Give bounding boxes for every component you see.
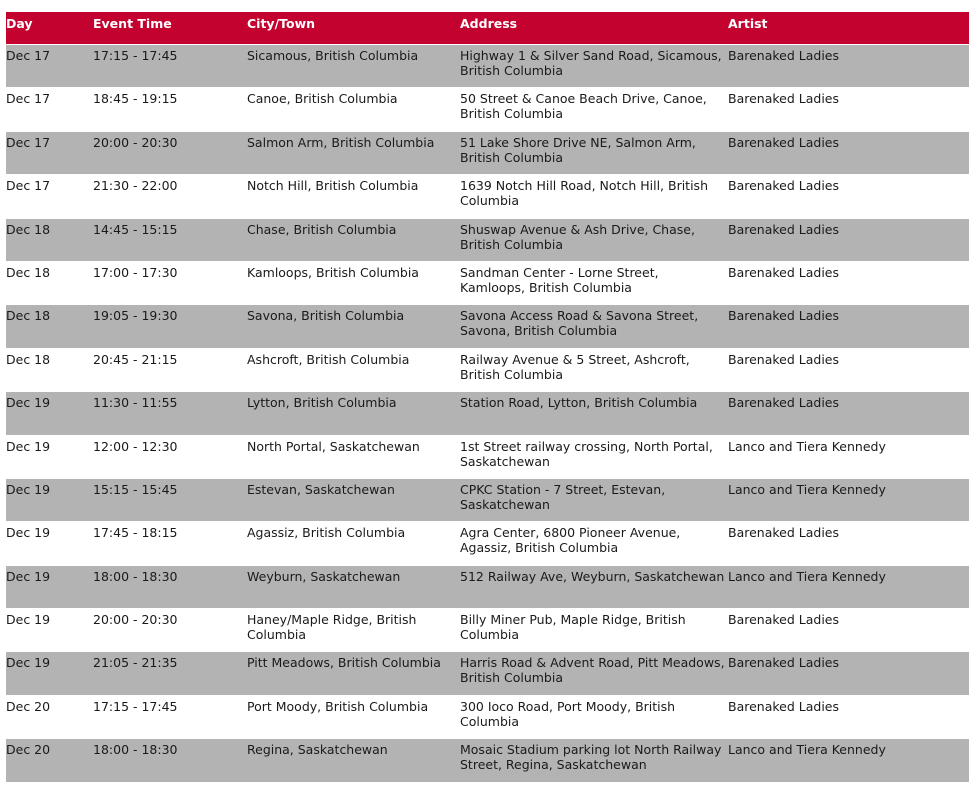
cell-address: Railway Avenue & 5 Street, Ashcroft, British Columbia — [460, 351, 690, 382]
cell-day: Dec 17 — [6, 178, 51, 194]
cell-day: Dec 19 — [6, 525, 51, 541]
cell-city-town: Pitt Meadows, British Columbia — [247, 655, 441, 671]
table-row — [6, 392, 969, 435]
cell-artist: Barenaked Ladies — [728, 655, 839, 671]
cell-artist: Barenaked Ladies — [728, 91, 839, 107]
cell-artist: Barenaked Ladies — [728, 178, 839, 194]
cell-address: Mosaic Stadium parking lot North Railway Street, Regina, Saskatchewan — [460, 742, 722, 773]
cell-event-time: 21:30 - 22:00 — [93, 178, 178, 194]
cell-day: Dec 18 — [6, 221, 51, 237]
cell-event-time: 15:15 - 15:45 — [93, 481, 178, 497]
cell-city-town: Chase, British Columbia — [247, 221, 397, 237]
table-row — [6, 175, 969, 218]
cell-day: Dec 19 — [6, 568, 51, 584]
cell-city-town: Sicamous, British Columbia — [247, 48, 419, 63]
column-header-day: Day — [6, 16, 33, 31]
table-row — [6, 522, 969, 565]
cell-artist: Barenaked Ladies — [728, 221, 839, 237]
cell-address: Shuswap Avenue & Ash Drive, Chase, British Columbia — [460, 221, 695, 252]
cell-day: Dec 18 — [6, 308, 51, 324]
cell-address: Billy Miner Pub, Maple Ridge, British Columbia — [460, 612, 686, 643]
cell-artist: Lanco and Tiera Kennedy — [728, 438, 886, 454]
cell-city-town: Notch Hill, British Columbia — [247, 178, 419, 194]
cell-city-town: Port Moody, British Columbia — [247, 698, 429, 714]
cell-artist: Lanco and Tiera Kennedy — [728, 742, 886, 758]
cell-event-time: 20:45 - 21:15 — [93, 351, 178, 367]
event-schedule-table — [6, 12, 969, 783]
table-row — [6, 88, 969, 131]
cell-artist: Barenaked Ladies — [728, 48, 839, 63]
table-row — [6, 652, 969, 695]
table-row — [6, 45, 969, 88]
cell-city-town: Savona, British Columbia — [247, 308, 405, 324]
column-header-event-time: Event Time — [93, 16, 172, 31]
cell-artist: Barenaked Ladies — [728, 612, 839, 628]
cell-city-town: Kamloops, British Columbia — [247, 264, 419, 280]
cell-event-time: 19:05 - 19:30 — [93, 308, 178, 324]
cell-day: Dec 18 — [6, 264, 51, 280]
cell-artist: Lanco and Tiera Kennedy — [728, 568, 886, 584]
cell-event-time: 18:00 - 18:30 — [93, 568, 178, 584]
cell-event-time: 12:00 - 12:30 — [93, 438, 178, 454]
cell-day: Dec 19 — [6, 481, 51, 497]
table-row — [6, 305, 969, 348]
cell-address: 50 Street & Canoe Beach Drive, Canoe, British Columbia — [460, 91, 707, 122]
cell-address: Harris Road & Advent Road, Pitt Meadows, British Columbia — [460, 655, 725, 686]
table-row — [6, 696, 969, 739]
cell-artist: Barenaked Ladies — [728, 264, 839, 280]
cell-address: 1639 Notch Hill Road, Notch Hill, British Columbia — [460, 178, 708, 209]
cell-city-town: Haney/Maple Ridge, British Columbia — [247, 612, 417, 643]
cell-day: Dec 19 — [6, 438, 51, 454]
cell-city-town: Estevan, Saskatchewan — [247, 481, 395, 497]
column-header-address: Address — [460, 16, 518, 31]
table-body — [6, 45, 969, 783]
cell-day: Dec 19 — [6, 395, 51, 411]
cell-day: Dec 17 — [6, 48, 51, 63]
cell-event-time: 14:45 - 15:15 — [93, 221, 178, 237]
table-row — [6, 219, 969, 262]
cell-artist: Barenaked Ladies — [728, 698, 839, 714]
column-header-artist: Artist — [728, 16, 768, 31]
table-row — [6, 436, 969, 479]
cell-event-time: 11:30 - 11:55 — [93, 395, 178, 411]
cell-address: Agra Center, 6800 Pioneer Avenue, Agassiz, British Columbia — [460, 525, 681, 556]
cell-address: 300 Ioco Road, Port Moody, British Columbia — [460, 698, 676, 729]
cell-address: Sandman Center - Lorne Street, Kamloops, British Columbia — [460, 264, 659, 295]
cell-artist: Lanco and Tiera Kennedy — [728, 481, 886, 497]
cell-event-time: 20:00 - 20:30 — [93, 612, 178, 628]
cell-address: Station Road, Lytton, British Columbia — [460, 395, 698, 411]
cell-event-time: 18:00 - 18:30 — [93, 742, 178, 758]
cell-day: Dec 18 — [6, 351, 51, 367]
cell-day: Dec 20 — [6, 698, 51, 714]
cell-event-time: 17:00 - 17:30 — [93, 264, 178, 280]
table-row — [6, 739, 969, 782]
cell-day: Dec 20 — [6, 742, 51, 758]
cell-city-town: Weyburn, Saskatchewan — [247, 568, 401, 584]
table-row — [6, 479, 969, 522]
cell-city-town: North Portal, Saskatchewan — [247, 438, 420, 454]
cell-event-time: 17:15 - 17:45 — [93, 698, 178, 714]
cell-address: Highway 1 & Silver Sand Road, Sicamous, British Columbia — [460, 48, 722, 78]
table-row — [6, 132, 969, 175]
table-header-row — [6, 12, 969, 45]
cell-artist: Barenaked Ladies — [728, 134, 839, 150]
cell-artist: Barenaked Ladies — [728, 525, 839, 541]
cell-address: 1st Street railway crossing, North Portal, Saskatchewan — [460, 438, 713, 469]
cell-day: Dec 19 — [6, 612, 51, 628]
cell-event-time: 20:00 - 20:30 — [93, 134, 178, 150]
cell-city-town: Regina, Saskatchewan — [247, 742, 388, 758]
cell-day: Dec 17 — [6, 91, 51, 107]
cell-city-town: Agassiz, British Columbia — [247, 525, 406, 541]
cell-event-time: 21:05 - 21:35 — [93, 655, 178, 671]
cell-city-town: Salmon Arm, British Columbia — [247, 134, 435, 150]
cell-event-time: 17:15 - 17:45 — [93, 48, 178, 63]
table-row — [6, 349, 969, 392]
cell-day: Dec 19 — [6, 655, 51, 671]
table-row — [6, 609, 969, 652]
cell-address: CPKC Station - 7 Street, Estevan, Saskatchewan — [460, 481, 666, 512]
cell-address: 51 Lake Shore Drive NE, Salmon Arm, British Columbia — [460, 134, 696, 165]
cell-address: 512 Railway Ave, Weyburn, Saskatchewan — [460, 568, 725, 584]
cell-city-town: Canoe, British Columbia — [247, 91, 398, 107]
cell-city-town: Ashcroft, British Columbia — [247, 351, 410, 367]
column-header-city-town: City/Town — [247, 16, 316, 31]
cell-day: Dec 17 — [6, 134, 51, 150]
cell-event-time: 18:45 - 19:15 — [93, 91, 178, 107]
cell-artist: Barenaked Ladies — [728, 395, 839, 411]
cell-artist: Barenaked Ladies — [728, 308, 839, 324]
cell-artist: Barenaked Ladies — [728, 351, 839, 367]
table-row — [6, 566, 969, 609]
cell-city-town: Lytton, British Columbia — [247, 395, 397, 411]
cell-event-time: 17:45 - 18:15 — [93, 525, 178, 541]
table-row — [6, 262, 969, 305]
cell-address: Savona Access Road & Savona Street, Savona, British Columbia — [460, 308, 699, 339]
